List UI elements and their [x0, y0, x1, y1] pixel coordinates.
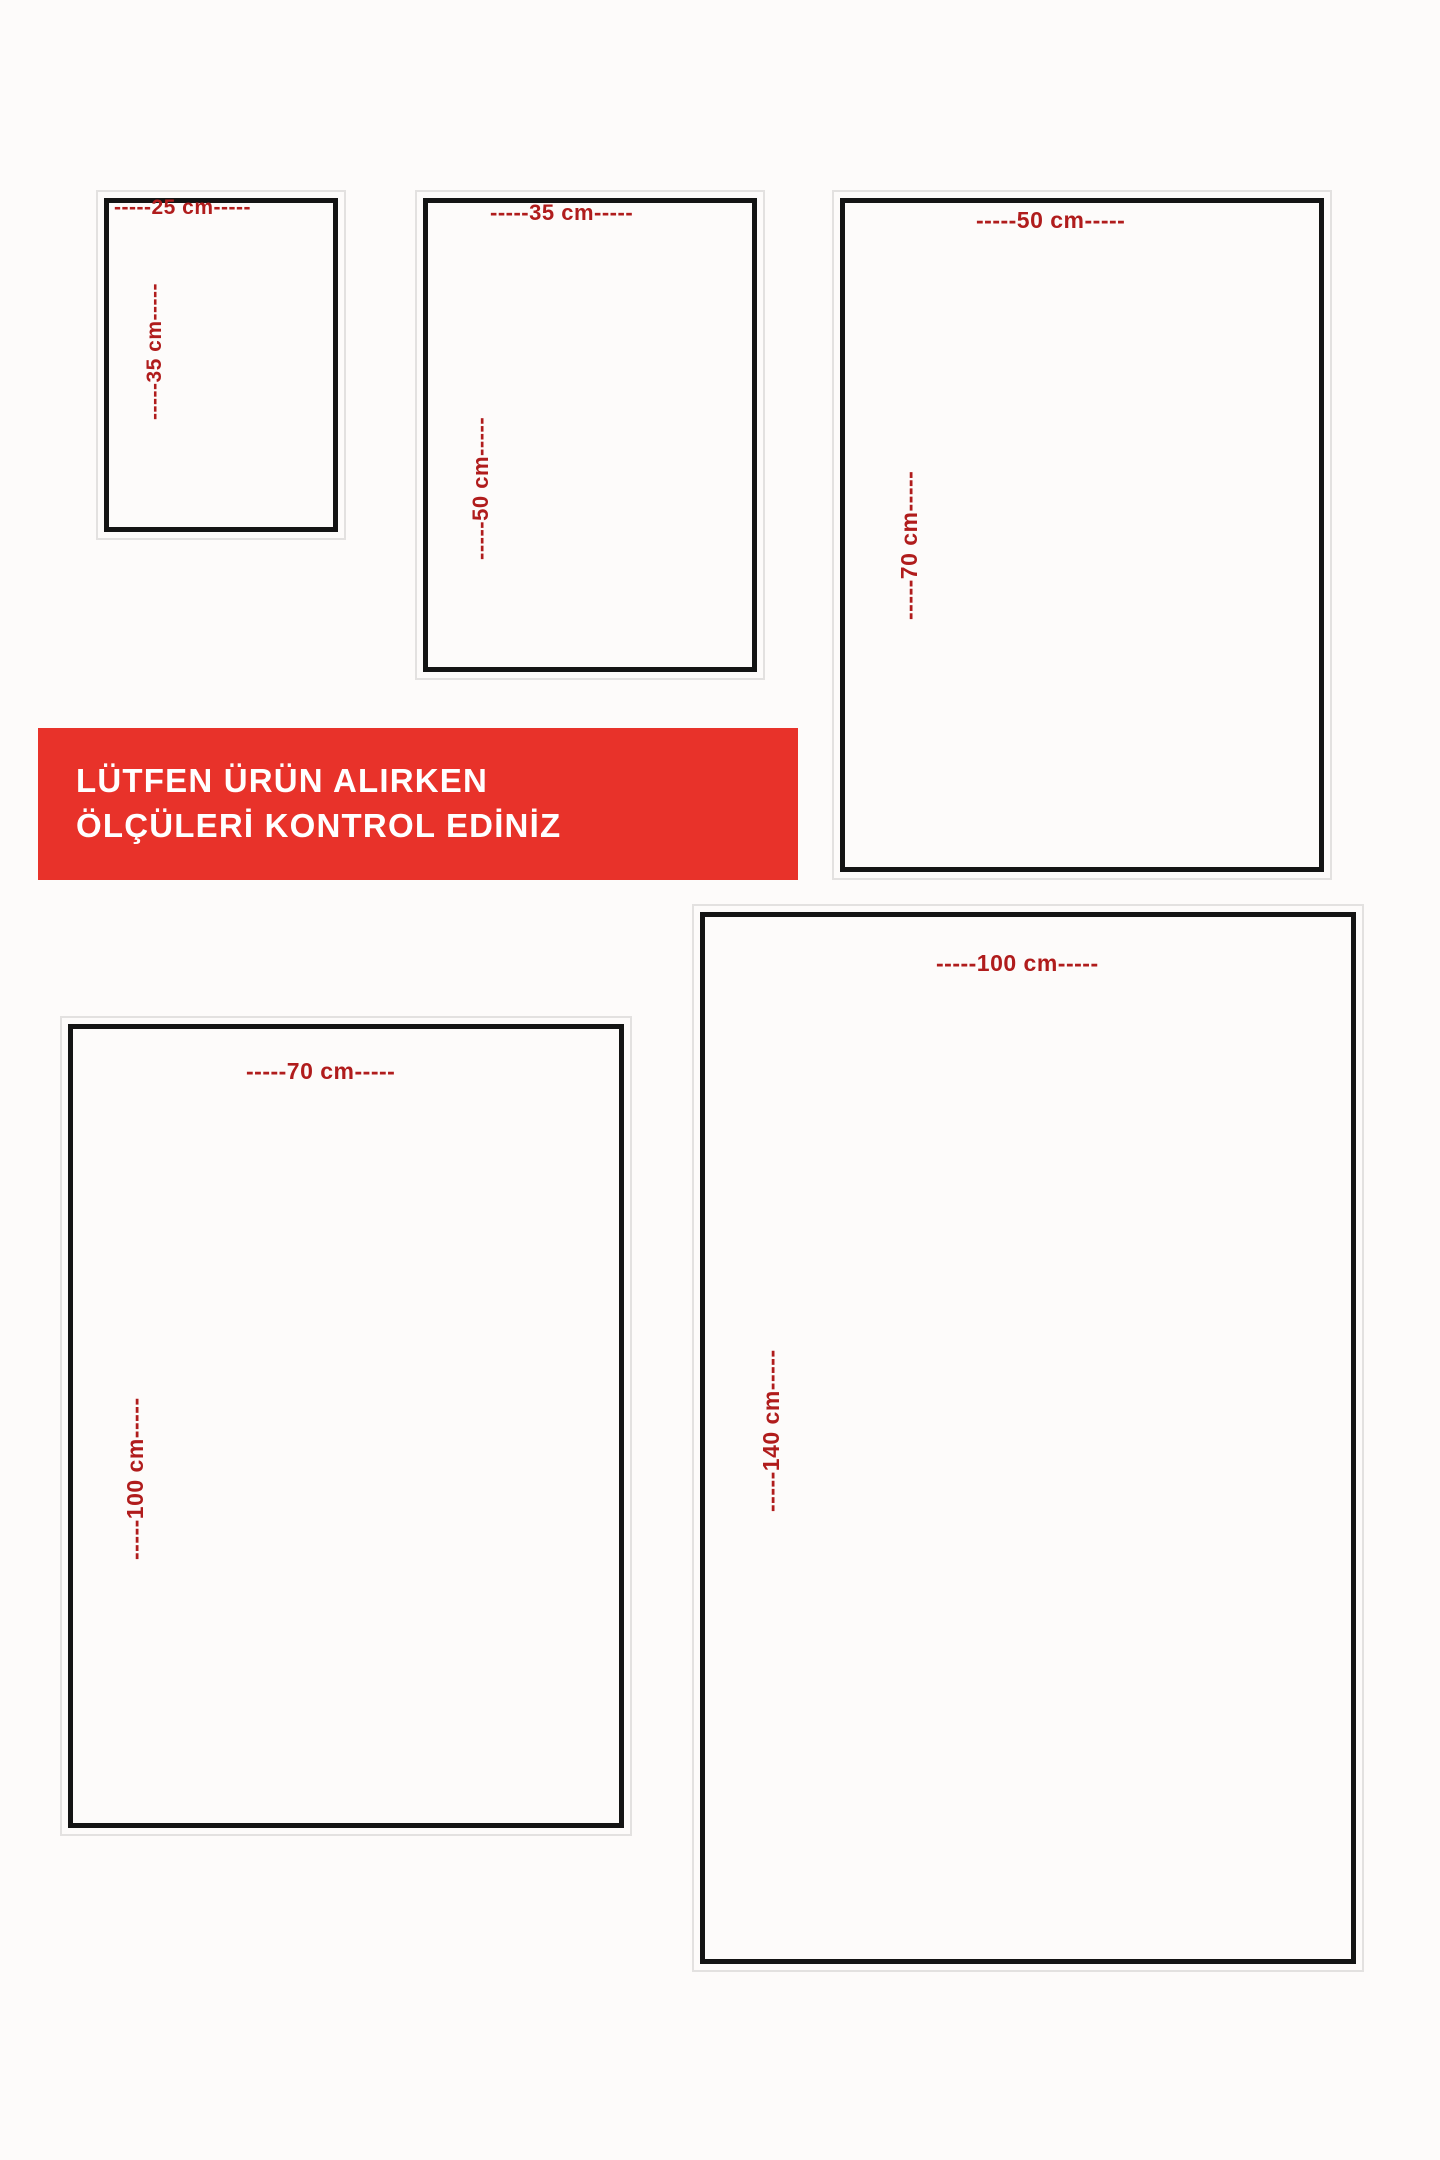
dimension-label-width-100: -----100 cm-----: [936, 950, 1099, 976]
size-frame-25x35: [96, 190, 346, 540]
size-frame-100x140: [692, 904, 1364, 1972]
dimension-label-width-50: -----50 cm-----: [976, 207, 1126, 233]
warning-line-1: LÜTFEN ÜRÜN ALIRKEN: [76, 762, 489, 800]
dimension-label-width-35: -----35 cm-----: [490, 200, 634, 225]
dimension-label-height-100: -----100 cm-----: [122, 1397, 148, 1560]
dimension-label-height-140: -----140 cm-----: [758, 1349, 784, 1512]
dimension-label-height-50: -----50 cm-----: [468, 416, 493, 560]
frame-inner-border: [68, 1024, 624, 1828]
dimension-label-height-35: -----35 cm-----: [143, 283, 166, 420]
frame-inner-border: [700, 912, 1356, 1964]
dimension-label-width-25: -----25 cm-----: [114, 196, 251, 219]
warning-line-2: ÖLÇÜLERİ KONTROL EDİNİZ: [76, 807, 562, 844]
dimension-label-height-70: -----70 cm-----: [896, 470, 922, 620]
frame-inner-border: [104, 198, 338, 532]
dimension-label-width-70: -----70 cm-----: [246, 1058, 396, 1084]
warning-banner: [38, 728, 798, 880]
